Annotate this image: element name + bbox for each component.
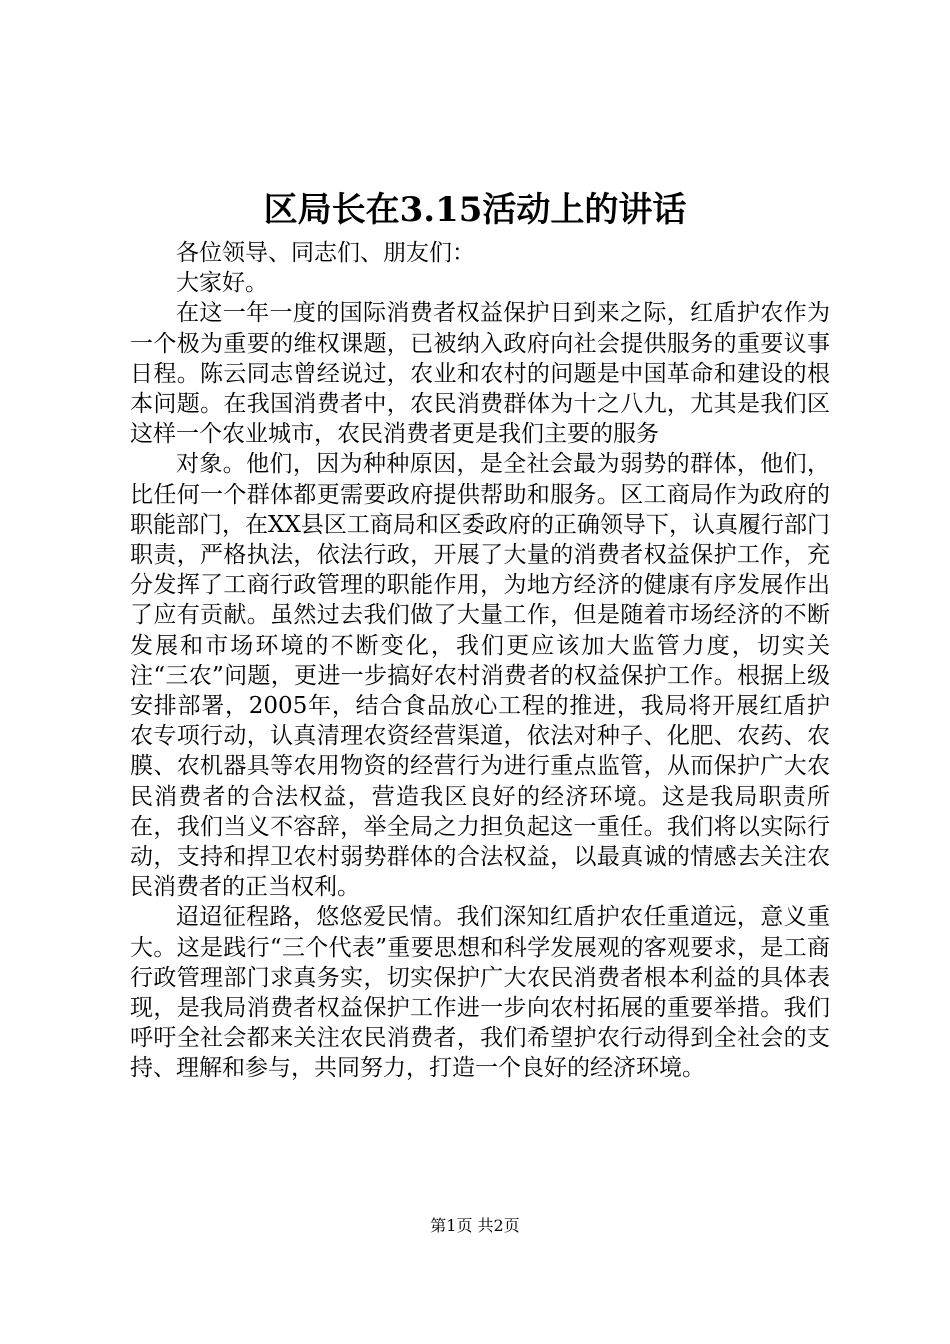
paragraph: 迢迢征程路，悠悠爱民情。我们深知红盾护农任重道远，意义重大。这是践行“三个代表”重要思想和科学发展观的客观要求，是工商行政管理部门求真务实，切实保护广大农民消费者根本利益的具体表现，是我局消费者权益保护工作进一步向农村拓展的重要举措。我们呼吁全社会都来关注农民消费者，我们希望护农行动得到全社会的支持、理解和参与，共同努力，打造一个良好的经济环境。 (130, 904, 830, 1082)
paragraph: 在这一年一度的国际消费者权益保护日到来之际，红盾护农作为一个极为重要的维权课题，已被纳入政府向社会提供服务的重要议事日程。陈云同志曾经说过，农业和农村的问题是中国革命和建设的根本问题。在我国消费者中，农民消费群体为十之八九，尤其是我们区这样一个农业城市，农民消费者更是我们主要的服务 (130, 300, 830, 448)
document-title: 区局长在3.15活动上的讲话 (263, 190, 687, 230)
paragraph: 对象。他们，因为种种原因，是全社会最为弱势的群体，他们，比任何一个群体都更需要政府提供帮助和服务。区工商局作为政府的职能部门，在XX县区工商局和区委政府的正确领导下，认真履行部门职责，严格执法，依法行政，开展了大量的消费者权益保护工作，充分发挥了工商行政管理的职能作用，为地方经济的健康有序发展作出了应有贡献。虽然过去我们做了大量工作，但是随着市场经济的不断发展和市场环境的不断变化，我们更应该加大监管力度，切实关注“三农”问题，更进一步搞好农村消费者的权益保护工作。根据上级安排部署，2005年，结合食品放心工程的推进，我局将开展红盾护农专项行动，认真清理农资经营渠道，依法对种子、化肥、农药、农膜、农机器具等农用物资的经营行为进行重点监管，从而保护广大农民消费者的合法权益，营造我区良好的经济环境。这是我局职责所在，我们当义不容辞，举全局之力担负起这一重任。我们将以实际行动，支持和捍卫农村弱势群体的合法权益，以最真诚的情感去关注农民消费者的正当权利。 (130, 451, 830, 901)
document-body (130, 238, 830, 1084)
salutation: 各位领导、同志们、朋友们： (176, 240, 475, 266)
page-number-footer: 第1页 共2页 (430, 1216, 520, 1235)
greeting: 大家好。 (176, 270, 268, 297)
